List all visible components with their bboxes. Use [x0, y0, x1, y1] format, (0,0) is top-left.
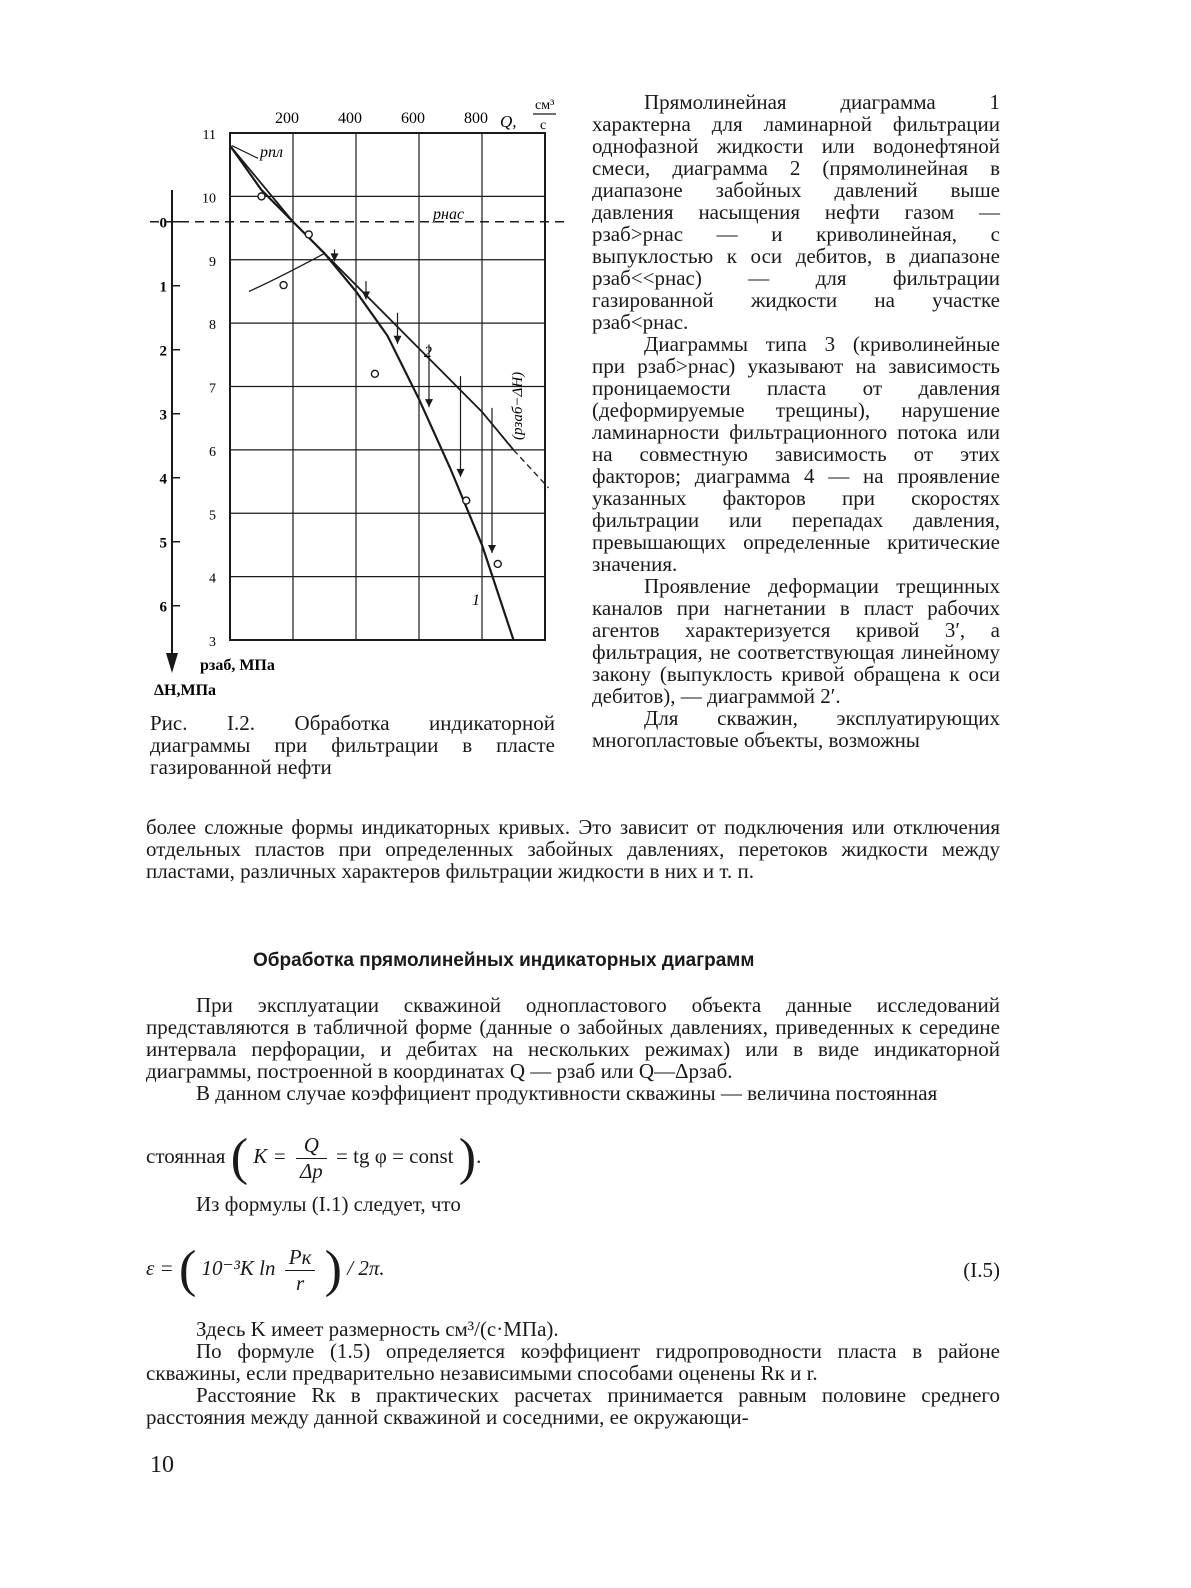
- paragraph: Проявление деформации трещинных каналов при нагнетании в пласт рабочих агентов характеризуется кривой 3′, а фильтрация, не соответствующая линейному закону (выпуклость кривой обращена к оси дебитов), — диаграммой 2′.: [592, 574, 1000, 708]
- delta-arrowhead: [425, 399, 433, 407]
- y-tick-label: 6: [209, 444, 216, 460]
- label-p-nas: pнас: [433, 206, 465, 223]
- label-dp-axis: (pзаб−ΔH): [510, 371, 526, 440]
- dh-axis-arrow: [166, 653, 178, 673]
- indicator-diagram-figure: [150, 85, 590, 710]
- data-point: [280, 282, 287, 289]
- paragraph: более сложные формы индикаторных кривых. Это зависит от подключения или отключения отдельных пластов при определенных забойных давлениях, перетоков жидкости между пластами, различных характеров фильтрации жидкости в них и т. п.: [146, 815, 1000, 883]
- equation-1-5: [146, 1241, 1000, 1298]
- data-point: [463, 497, 470, 504]
- paragraph: Из формулы (I.1) следует, что: [196, 1192, 461, 1216]
- y-tick-label: 3: [209, 635, 216, 650]
- paren-left: (: [178, 1241, 197, 1298]
- y-tick-label: 10: [202, 191, 216, 207]
- paren-right: ): [324, 1241, 342, 1298]
- paren-right: ): [458, 1129, 477, 1186]
- series-line-1: [230, 146, 514, 640]
- x-tick-label: 800: [464, 110, 488, 127]
- axis-p-label: pзаб, МПа: [200, 657, 275, 674]
- eq-fraction: [285, 1245, 316, 1296]
- k-formula-rhs: = tg φ = const: [336, 1143, 454, 1168]
- k-formula-row: стоянная ( K = $\frac{Q}{\Delta p}$ = tg φ = const ).: [146, 1129, 482, 1186]
- paragraph: Прямолинейная диаграмма 1 характерна для ламинарной фильтрации однофазной жидкости или водонефтяной смеси, диаграмма 2 (прямолинейная в диапазоне забойных давлений выше давления насыщения нефти газом — pзаб>pнас — и криволинейная, с выпуклостью к оси дебитов, в диапазоне pзаб<<pнас) — для фильтрации газированной жидкости на участке pзаб<pнас.: [592, 90, 1000, 334]
- label-curve-1: 1: [472, 592, 480, 609]
- axis-dh-label: ΔH,МПа: [154, 682, 217, 699]
- chart-grid: [150, 133, 570, 673]
- section-heading: Обработка прямолинейных индикаторных диаграмм: [253, 950, 755, 971]
- eq-lhs: ε =: [146, 1255, 174, 1280]
- paragraph: При эксплуатации скважиной однопластового объекта данные исследований представляются в табличной форме (данные о забойных давлениях, приведенных к середине интервала перфорации, и дебитах на нескольких режимах) или в виде индикаторной диаграммы, построенной в координатах Q — pзаб или Q—Δpзаб.: [146, 993, 1000, 1083]
- y-tick-label: 7: [209, 381, 216, 397]
- k-formula-fraction: [296, 1133, 327, 1184]
- paragraph: Для скважин, эксплуатирующих многопластовые объекты, возможны: [592, 706, 1000, 752]
- x-tick-label: 400: [338, 110, 362, 127]
- y-tick-label: 11: [202, 128, 216, 143]
- y2-tick-label: 5: [159, 535, 167, 552]
- y-tick-label: 5: [209, 508, 216, 524]
- series-extension: [514, 450, 549, 488]
- y2-tick-label: 1: [159, 279, 167, 296]
- y2-tick-label: 2: [159, 343, 167, 360]
- y-tick-label: 8: [209, 318, 216, 334]
- y2-tick-label: 0: [159, 215, 167, 232]
- paragraph: По формуле (1.5) определяется коэффициент гидропроводности пласта в районе скважины, если предварительно независимыми способами оценены Rк и r.: [146, 1339, 1000, 1385]
- paragraph: Диаграммы типа 3 (криволинейные при pзаб>pнас) указывают на зависимость проницаемости пласта от давления (деформируемые трещины), нарушение ламинарности фильтрационного потока или на совместную зависимость от этих факторов; диаграмма 4 — на проявление указанных факторов при скоростях фильтрации или перепадах давления, превышающих определенные критические значения.: [592, 332, 1000, 576]
- continuation-text: [146, 816, 1000, 882]
- eq-inner: 10⁻³K ln: [201, 1255, 276, 1280]
- figure-caption: Рис. I.2. Обработка индикаторной диаграммы при фильтрации в пласте газированной нефти: [150, 711, 555, 779]
- closing-text: [146, 1318, 1000, 1428]
- eq-number: (I.5): [963, 1258, 1000, 1282]
- formula-intro: [146, 1193, 1000, 1215]
- y-tick-label: 4: [209, 571, 216, 587]
- eq-rhs: / 2π.: [347, 1255, 385, 1280]
- data-point: [371, 370, 378, 377]
- y-tick-label: 9: [209, 254, 216, 270]
- chart-points: [258, 193, 501, 568]
- page-number: 10: [150, 1452, 174, 1478]
- label-q-unit-den: с: [540, 118, 547, 133]
- label-p-pl: pпл: [260, 144, 283, 161]
- delta-arrowhead: [394, 336, 402, 344]
- paragraph: Расстояние Rк в практических расчетах принимается равным половине среднего расстояния между данной скважиной и соседними, ее окружающи-: [146, 1383, 1000, 1429]
- delta-arrowhead: [457, 469, 465, 477]
- data-point: [258, 193, 265, 200]
- k-formula-num: Q: [296, 1133, 327, 1159]
- y2-tick-label: 6: [159, 599, 167, 616]
- y2-tick-label: 3: [159, 407, 167, 424]
- eq-den: r: [296, 1270, 305, 1295]
- k-formula-den: Δp: [299, 1158, 323, 1183]
- label-q-unit-num: см³: [535, 98, 555, 113]
- right-column-text: [592, 91, 1000, 751]
- paren-left: (: [230, 1129, 249, 1186]
- text-fragment: стоянная: [146, 1143, 226, 1168]
- body-text: [146, 994, 1000, 1104]
- data-point: [494, 560, 501, 567]
- series-line-2: [230, 146, 514, 450]
- x-tick-label: 200: [275, 110, 299, 127]
- y2-tick-label: 4: [159, 471, 167, 488]
- data-point: [305, 231, 312, 238]
- delta-arrowhead: [488, 545, 496, 553]
- eq-num: Pк: [285, 1245, 316, 1271]
- paragraph: Здесь K имеет размерность см³/(с·МПа).: [196, 1317, 559, 1341]
- label-curve-2: 2: [424, 344, 432, 361]
- x-tick-label: 600: [401, 110, 425, 127]
- label-q: Q,: [500, 112, 517, 131]
- chart-ticks: [160, 110, 489, 650]
- k-formula-lhs: K =: [253, 1143, 287, 1168]
- paragraph: В данном случае коэффициент продуктивности скважины — величина постоянная: [196, 1081, 938, 1105]
